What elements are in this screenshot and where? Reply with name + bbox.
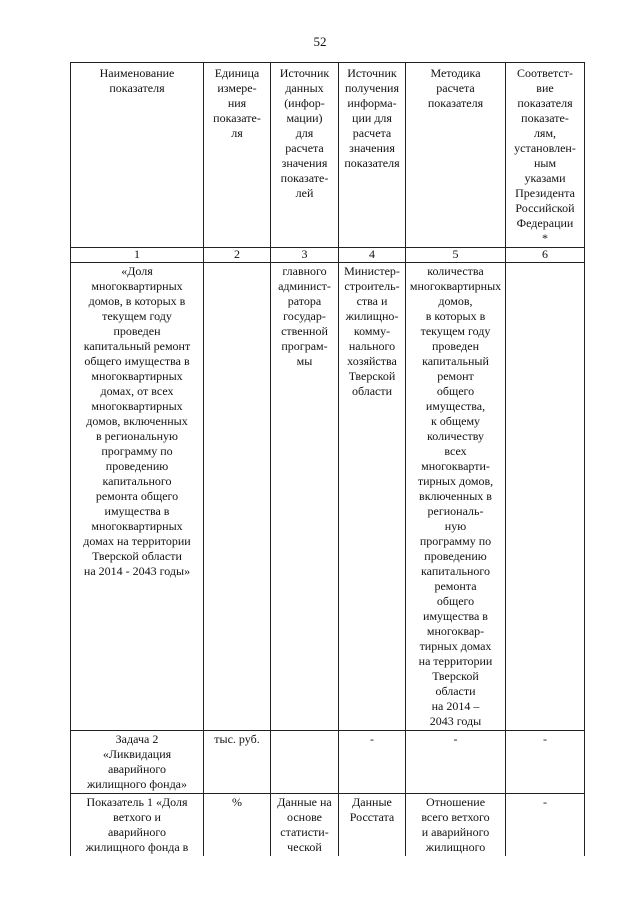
data-source-cell: главного админист- ратора государ- ственной програм- мы (271, 263, 339, 731)
indicator-name-cell: Показатель 1 «Доля ветхого и аварийного жилищного фонда в (71, 794, 204, 857)
indicator-table (70, 62, 585, 856)
header-method: Методика расчета показателя (406, 63, 506, 248)
table-row (71, 731, 585, 794)
column-number: 4 (339, 248, 406, 263)
method-cell: количества многоквартирных домов, в которых в текущем году проведен капитальный ремонт общего имущества, к общему количеству всех многокварти- тирных домов, включенных в региональ- ную программу по проведению капитального ремонта общего имущества в многоквар- тирных домах на территории Тверской области на 2014 – 2043 годы (406, 263, 506, 731)
indicator-name-cell: «Доля многоквартирных домов, в которых в текущем году проведен капитальный ремонт общего имущества в многоквартирных домах, от всех многоквартирных домов, включенных в региональную программу по проведению капитального ремонта общего имущества в многоквартирных домах на территории Тверской области на 2014 - 2043 годы» (71, 263, 204, 731)
header-data-source: Источник данных (инфор- мации) для расчета значения показате- лей (271, 63, 339, 248)
data-source-cell: Данные на основе статисти- ческой (271, 794, 339, 857)
table-row (71, 794, 585, 857)
info-source-cell: - (339, 731, 406, 794)
header-unit: Единица измере- ния показате- ля (204, 63, 271, 248)
info-source-cell: Данные Росстата (339, 794, 406, 857)
column-number: 3 (271, 248, 339, 263)
unit-cell: % (204, 794, 271, 857)
column-number: 5 (406, 248, 506, 263)
method-cell: Отношение всего ветхого и аварийного жилищного (406, 794, 506, 857)
table-header-row (71, 63, 585, 248)
header-indicator-name: Наименование показателя (71, 63, 204, 248)
column-number: 1 (71, 248, 204, 263)
indicator-name-cell: Задача 2 «Ликвидация аварийного жилищного фонда» (71, 731, 204, 794)
column-number: 6 (506, 248, 585, 263)
compliance-cell: - (506, 731, 585, 794)
compliance-cell: - (506, 794, 585, 857)
column-number: 2 (204, 248, 271, 263)
column-number-row (71, 248, 585, 263)
data-source-cell (271, 731, 339, 794)
compliance-cell (506, 263, 585, 731)
header-compliance: Соответст- вие показателя показате- лям, установлен- ным указами Президента Российской Федерации * (506, 63, 585, 248)
header-info-source: Источник получения информа- ции для расчета значения показателя (339, 63, 406, 248)
page-number: 52 (313, 34, 327, 49)
unit-cell (204, 263, 271, 731)
info-source-cell: Министер- строитель- ства и жилищно- комму- нального хозяйства Тверской области (339, 263, 406, 731)
table-row (71, 263, 585, 731)
unit-cell: тыс. руб. (204, 731, 271, 794)
method-cell: - (406, 731, 506, 794)
